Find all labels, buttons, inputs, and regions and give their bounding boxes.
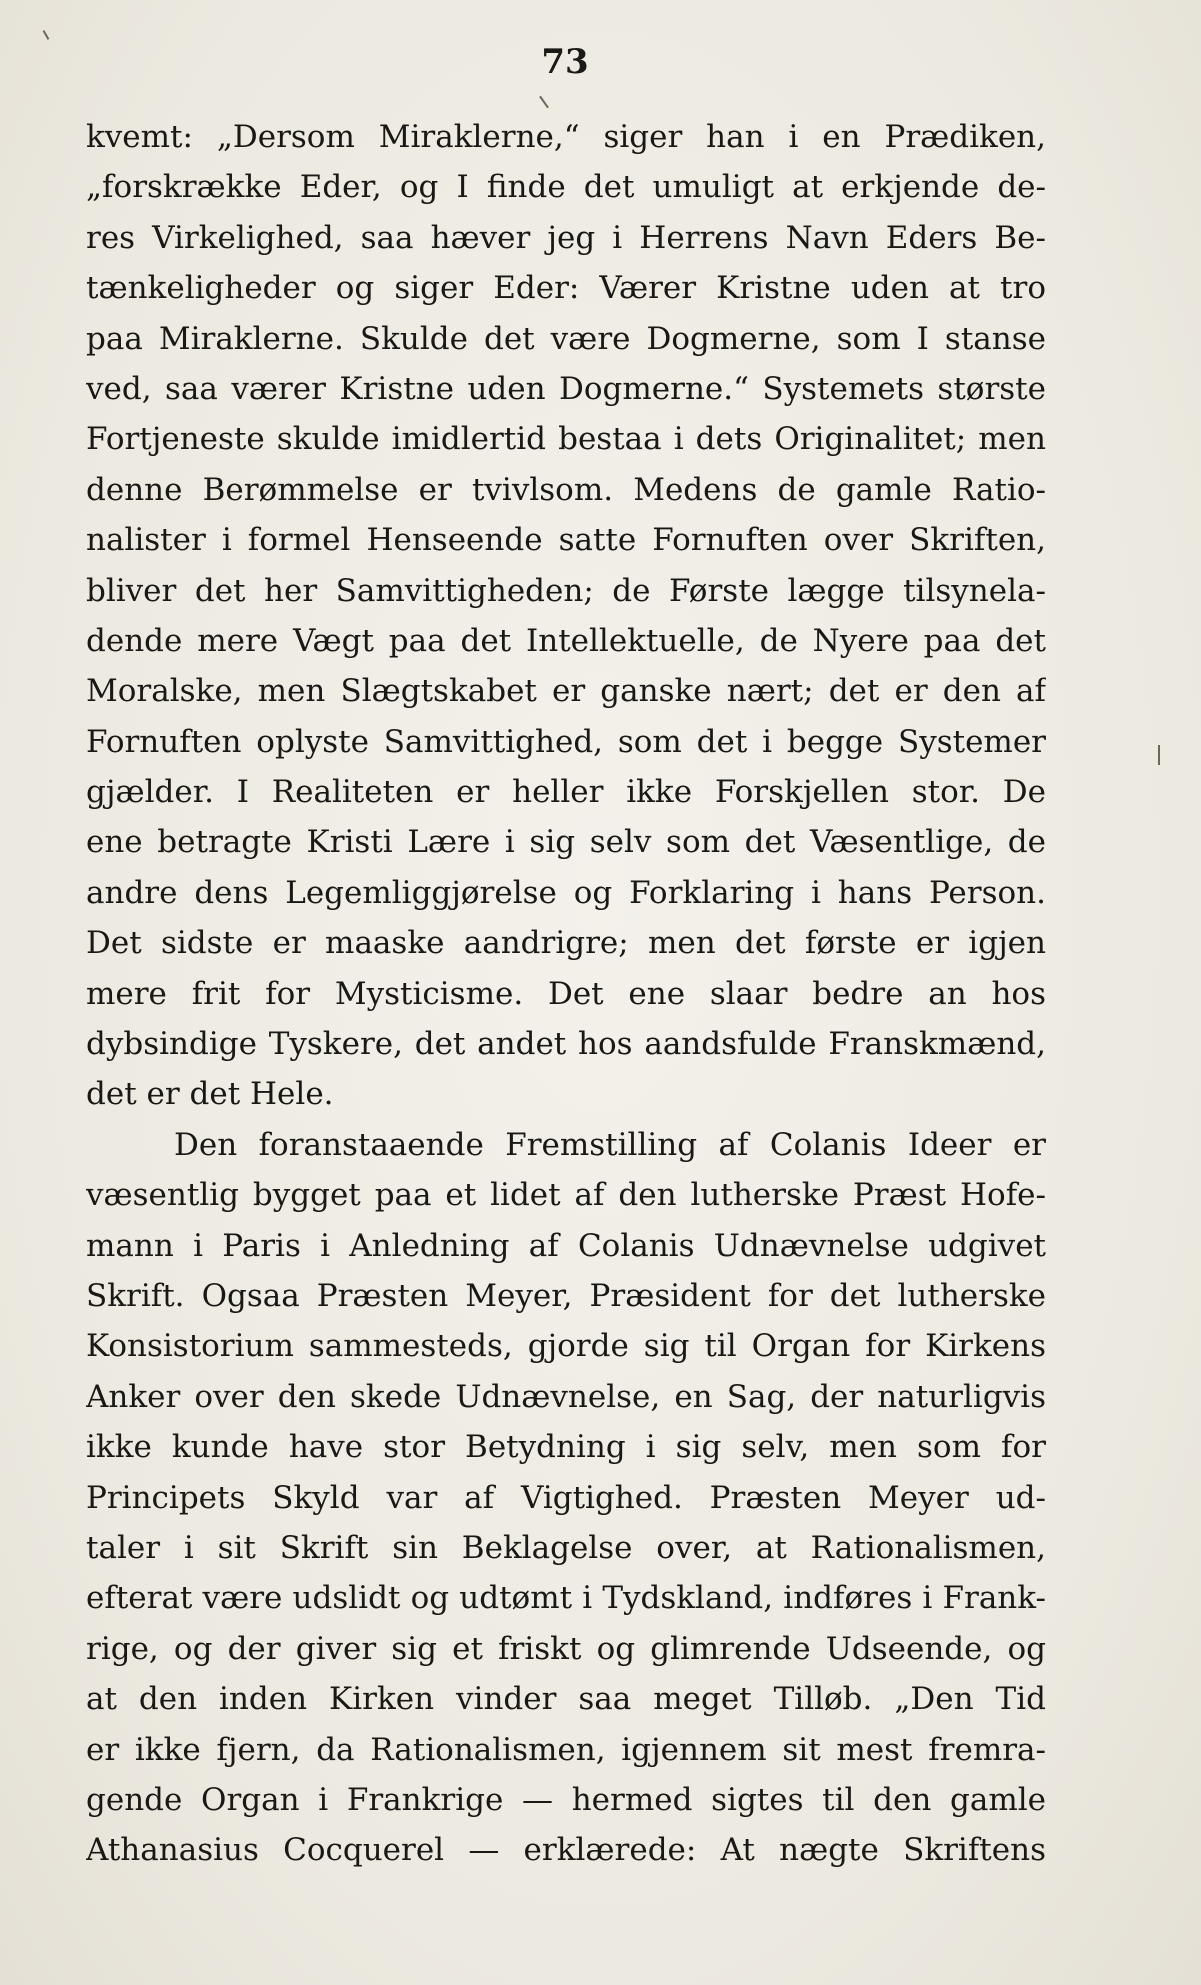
- text-line: er ikke fjern, da Rationalismen, igjennem sit mest fremra-: [86, 1731, 1046, 1768]
- text-line: dende mere Vægt paa det Intellektuelle, de Nyere paa det: [86, 622, 1046, 659]
- text-line: Det sidste er maaske aandrigre; men det første er igjen: [86, 925, 1046, 962]
- text-line: Konsistorium sammesteds, gjorde sig til Organ for Kirkens: [86, 1328, 1046, 1365]
- text-line: paa Miraklerne. Skulde det være Dogmerne, som I stanse: [86, 320, 1046, 357]
- text-line: ved, saa værer Kristne uden Dogmerne.“ Systemets største: [86, 370, 1046, 407]
- ink-mark: [1158, 745, 1160, 765]
- text-line: væsentlig bygget paa et lidet af den lutherske Præst Hofe-: [86, 1177, 1046, 1214]
- text-line: gende Organ i Frankrige — hermed sigtes til den gamle: [86, 1781, 1046, 1818]
- text-line: ene betragte Kristi Lære i sig selv som det Væsentlige, de: [86, 824, 1046, 861]
- body-text: [86, 112, 1046, 1876]
- text-line: Principets Skyld var af Vigtighed. Præsten Meyer ud-: [86, 1479, 1046, 1516]
- ink-mark: [43, 30, 50, 40]
- text-line: denne Berømmelse er tvivlsom. Medens de gamle Ratio-: [86, 471, 1046, 508]
- text-line: Fornuften oplyste Samvittighed, som det i begge Systemer: [86, 723, 1046, 760]
- text-line: taler i sit Skrift sin Beklagelse over, at Rationalismen,: [86, 1529, 1046, 1566]
- text-line: kvemt: „Dersom Miraklerne,“ siger han i en Prædiken,: [86, 119, 1046, 155]
- text-line: gjælder. I Realiteten er heller ikke Forskjellen stor. De: [86, 774, 1046, 811]
- text-line: Athanasius Cocquerel — erklærede: At nægte Skriftens: [86, 1832, 1046, 1869]
- text-line: Skrift. Ogsaa Præsten Meyer, Præsident for det lutherske: [86, 1277, 1046, 1314]
- ink-mark: [539, 96, 549, 109]
- text-line: at den inden Kirken vinder saa meget Tilløb. „Den Tid: [86, 1681, 1046, 1718]
- text-line: mann i Paris i Anledning af Colanis Udnævnelse udgivet: [86, 1227, 1046, 1264]
- text-line: rige, og der giver sig et friskt og glimrende Udseende, og: [86, 1630, 1046, 1667]
- text-line: bliver det her Samvittigheden; de Første lægge tilsynela-: [86, 572, 1046, 609]
- text-line: andre dens Legemliggjørelse og Forklaring i hans Person.: [86, 874, 1046, 911]
- page-number: 73: [541, 42, 589, 82]
- text-line: Anker over den skede Udnævnelse, en Sag, der naturligvis: [86, 1378, 1046, 1415]
- text-line: dybsindige Tyskere, det andet hos aandsfulde Franskmænd,: [86, 1026, 1046, 1063]
- text-line: mere frit for Mysticisme. Det ene slaar bedre an hos: [86, 975, 1046, 1012]
- text-line: tænkeligheder og siger Eder: Værer Kristne uden at tro: [86, 270, 1046, 307]
- text-line: nalister i formel Henseende satte Fornuften over Skriften,: [86, 522, 1046, 559]
- text-line: Den foranstaaende Fremstilling af Colanis Ideer er: [174, 1126, 1046, 1163]
- text-line: efterat være udslidt og udtømt i Tydskland, indføres i Frank-: [86, 1580, 1046, 1617]
- text-line: res Virkelighed, saa hæver jeg i Herrens Navn Eders Be-: [86, 219, 1046, 256]
- text-line: „forskrække Eder, og I finde det umuligt at erkjende de-: [86, 169, 1046, 206]
- text-line: ikke kunde have stor Betydning i sig selv, men som for: [86, 1429, 1046, 1466]
- text-line: Fortjeneste skulde imidlertid bestaa i dets Originalitet; men: [86, 421, 1046, 458]
- text-line: det er det Hele.: [86, 1076, 334, 1113]
- text-line: Moralske, men Slægtskabet er ganske nært; det er den af: [86, 673, 1046, 710]
